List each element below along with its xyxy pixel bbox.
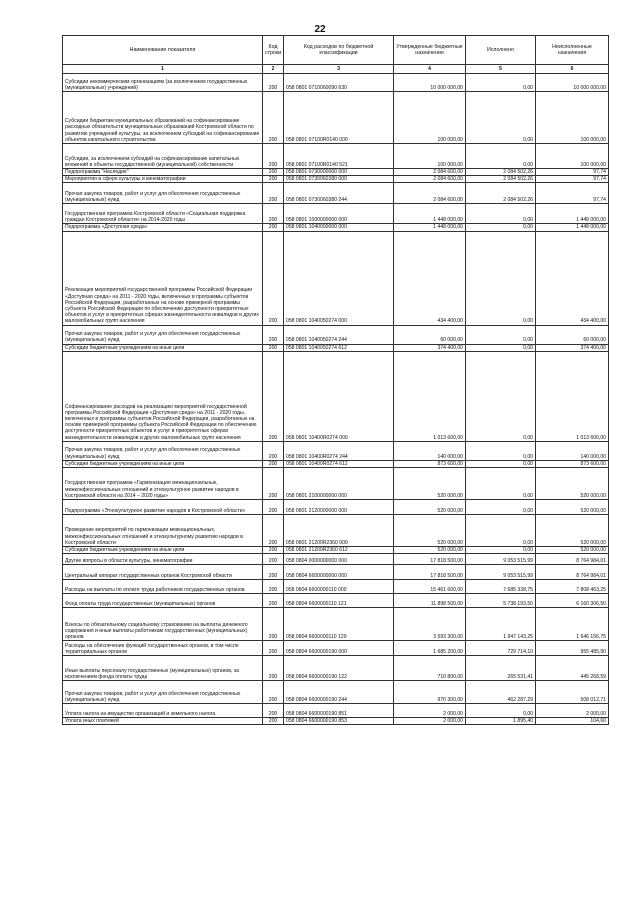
row-name: Реализация мероприятий государственной программы Российской Федерации «Доступная среда» на 2011 - 2020 годы, включенных в программы субъектов Российской Федерации, разработанных на основе примерной программы субъекта Российской Федерации по обеспечению доступности приоритетных объектов и услуг в приоритетных сферах жизнедеятельности инвалидов и других маломобильных групп населения — [63, 231, 263, 325]
row-approved-amount: 2 084 600,00 — [394, 183, 466, 204]
row-budget-code: 058 0801 1000000000 000 — [284, 204, 394, 224]
row-approved-amount: 1 685 200,00 — [394, 641, 466, 656]
row-name: Подпрограмма «Доступная среда» — [63, 224, 263, 231]
row-unexecuted-amount: 1 013 600,00 — [536, 351, 609, 441]
row-budget-code: 058 0804 6600000110 000 — [284, 580, 394, 594]
row-line-code: 200 — [263, 608, 284, 641]
row-line-code: 200 — [263, 500, 284, 515]
row-line-code: 200 — [263, 74, 284, 92]
table-row — [63, 325, 609, 344]
row-name: Субсидии бюджетам муниципальных образований на софинансирование расходных обязательств муниципальных образований Костромской области по развитию учреждений культуры, за исключением субсидий на софинансирование объектов капитального строительства — [63, 92, 263, 144]
row-line-code: 200 — [263, 204, 284, 224]
table-row — [63, 74, 609, 92]
row-approved-amount: 434 400,00 — [394, 231, 466, 325]
row-name: Субсидии, за исключением субсидий на софинансирование капитальных вложений в объекты государственной (муниципальной) собственности — [63, 144, 263, 169]
row-line-code: 200 — [263, 325, 284, 344]
row-name: Софинансирование расходов на реализацию мероприятий государственной программы Российской Федерации «Доступная среда» на 2011 - 2020 годы, включенных в программы субъектов Российской Федерации, разработанных на основе примерной программы субъекта Российской Федерации по обеспечению доступности приоритетных объектов и услуг в приоритетных сферах жизнедеятельности инвалидов и других маломобильных групп населения — [63, 351, 263, 441]
row-budget-code: 058 0801 1040050274 244 — [284, 325, 394, 344]
row-executed-amount: 729 714,10 — [466, 641, 536, 656]
row-line-code: 200 — [263, 681, 284, 704]
table-row — [63, 554, 609, 565]
row-approved-amount: 17 818 500,00 — [394, 565, 466, 580]
row-approved-amount: 520 000,00 — [394, 547, 466, 554]
column-number: 1 — [63, 65, 263, 74]
table-row — [63, 460, 609, 467]
row-name: Расходы на обеспечение функций государственных органов, в том числе территориальных органов — [63, 641, 263, 656]
row-executed-amount: 7 685 338,75 — [466, 580, 536, 594]
table-row — [63, 704, 609, 718]
row-unexecuted-amount: 520 000,00 — [536, 500, 609, 515]
row-name: Субсидии некоммерческим организациям (за исключением государственных (муниципальных) учреждений) — [63, 74, 263, 92]
row-executed-amount: 5 738 193,50 — [466, 594, 536, 608]
row-line-code: 200 — [263, 468, 284, 500]
row-line-code: 200 — [263, 580, 284, 594]
row-executed-amount: 0,00 — [466, 468, 536, 500]
row-budget-code: 058 0801 1040000000 000 — [284, 224, 394, 231]
row-approved-amount: 11 898 500,00 — [394, 594, 466, 608]
row-executed-amount: 2 084 502,26 — [466, 176, 536, 183]
table-row — [63, 169, 609, 176]
row-line-code: 200 — [263, 92, 284, 144]
row-name: Государственная программа «Гармонизация межнациональных, межконфессиональных отношений и этнокультурное развитие народов в Костромской области на 2014 – 2020 годы» — [63, 468, 263, 500]
row-name: Центральный аппарат государственных органов Костромской области — [63, 565, 263, 580]
header-name: Наименование показателя — [63, 36, 263, 65]
header-budget-code: Код расходов по бюджетной классификации — [284, 36, 394, 65]
row-line-code: 200 — [263, 656, 284, 681]
row-name: Проведение мероприятий по гармонизации межнациональных, межконфессиональных отношений и этнокультурному развитию народов в Костромской области — [63, 515, 263, 547]
row-unexecuted-amount: 100 000,00 — [536, 144, 609, 169]
row-approved-amount: 100 000,00 — [394, 144, 466, 169]
row-budget-code: 058 0801 21200R2360 000 — [284, 515, 394, 547]
row-approved-amount: 3 593 300,00 — [394, 608, 466, 641]
column-number: 3 — [284, 65, 394, 74]
table-row — [63, 344, 609, 351]
row-line-code: 200 — [263, 641, 284, 656]
row-approved-amount: 2 084 600,00 — [394, 176, 466, 183]
row-approved-amount: 17 818 500,00 — [394, 554, 466, 565]
row-name: Прочая закупка товаров, работ и услуг для обеспечения государственных (муниципальных) нужд — [63, 325, 263, 344]
header-unexecuted: Неисполненные назначения — [536, 36, 609, 65]
row-unexecuted-amount: 445 268,59 — [536, 656, 609, 681]
row-approved-amount: 2 084 600,00 — [394, 169, 466, 176]
row-unexecuted-amount: 520 000,00 — [536, 468, 609, 500]
page-number: 22 — [314, 24, 326, 35]
row-approved-amount: 1 013 600,00 — [394, 351, 466, 441]
row-executed-amount: 2 084 502,26 — [466, 169, 536, 176]
table-header-row — [63, 36, 609, 65]
row-executed-amount: 9 053 515,99 — [466, 554, 536, 565]
table-row — [63, 718, 609, 725]
row-budget-code: 058 0804 0000000000 000 — [284, 554, 394, 565]
table-row — [63, 183, 609, 204]
row-executed-amount: 0,00 — [466, 325, 536, 344]
row-budget-code: 058 0801 2120000000 000 — [284, 500, 394, 515]
row-budget-code: 058 0804 6600000110 121 — [284, 594, 394, 608]
row-executed-amount: 462 287,29 — [466, 681, 536, 704]
row-budget-code: 058 0804 6600000190 244 — [284, 681, 394, 704]
row-approved-amount: 15 461 600,00 — [394, 580, 466, 594]
table-row — [63, 351, 609, 441]
row-unexecuted-amount: 8 764 984,01 — [536, 554, 609, 565]
row-line-code: 200 — [263, 441, 284, 460]
row-budget-code: 058 0801 2100000000 000 — [284, 468, 394, 500]
row-name: Мероприятия в сфере культуры и кинематографии — [63, 176, 263, 183]
row-budget-code: 058 0801 10400R0274 244 — [284, 441, 394, 460]
row-executed-amount: 0,00 — [466, 224, 536, 231]
table-row — [63, 176, 609, 183]
row-name: Субсидии бюджетным учреждениям на иные цели — [63, 344, 263, 351]
row-executed-amount: 0,00 — [466, 515, 536, 547]
row-executed-amount: 0,00 — [466, 144, 536, 169]
row-unexecuted-amount: 2 000,00 — [536, 704, 609, 718]
row-budget-code: 058 0801 07100R0140 521 — [284, 144, 394, 169]
row-budget-code: 058 0801 07100R0140 000 — [284, 92, 394, 144]
row-unexecuted-amount: 97,74 — [536, 169, 609, 176]
table-row — [63, 580, 609, 594]
row-executed-amount: 0,00 — [466, 344, 536, 351]
table-row — [63, 641, 609, 656]
row-executed-amount: 0,00 — [466, 460, 536, 467]
row-line-code: 200 — [263, 144, 284, 169]
row-line-code: 200 — [263, 176, 284, 183]
row-name: Субсидии бюджетным учреждениям на иные цели — [63, 547, 263, 554]
row-name: Подпрограмма «Этнокультурное развитие народов в Костромской области» — [63, 500, 263, 515]
header-line-code: Код строки — [263, 36, 284, 65]
table-row — [63, 500, 609, 515]
row-unexecuted-amount: 104,60 — [536, 718, 609, 725]
row-unexecuted-amount: 508 012,71 — [536, 681, 609, 704]
row-approved-amount: 1 448 000,00 — [394, 204, 466, 224]
row-unexecuted-amount: 10 000 000,00 — [536, 74, 609, 92]
row-unexecuted-amount: 1 448 000,00 — [536, 204, 609, 224]
row-executed-amount: 265 531,41 — [466, 656, 536, 681]
row-line-code: 200 — [263, 594, 284, 608]
row-line-code: 200 — [263, 169, 284, 176]
row-executed-amount: 0,00 — [466, 441, 536, 460]
row-name: Подпрограмма "Наследие" — [63, 169, 263, 176]
row-name: Фонд оплаты труда государственных (муниципальных) органов — [63, 594, 263, 608]
row-name: Прочая закупка товаров, работ и услуг для обеспечения государственных (муниципальных) нужд — [63, 183, 263, 204]
row-unexecuted-amount: 434 400,00 — [536, 231, 609, 325]
row-approved-amount: 1 448 000,00 — [394, 224, 466, 231]
row-executed-amount: 1 895,40 — [466, 718, 536, 725]
table-row — [63, 656, 609, 681]
row-line-code: 200 — [263, 183, 284, 204]
row-executed-amount: 0,00 — [466, 92, 536, 144]
row-approved-amount: 374 400,00 — [394, 344, 466, 351]
column-number: 2 — [263, 65, 284, 74]
row-line-code: 200 — [263, 231, 284, 325]
row-unexecuted-amount: 97,74 — [536, 183, 609, 204]
row-approved-amount: 710 800,00 — [394, 656, 466, 681]
table-row — [63, 204, 609, 224]
table-row — [63, 441, 609, 460]
row-budget-code: 058 0801 0710060090 630 — [284, 74, 394, 92]
row-approved-amount: 100 000,00 — [394, 92, 466, 144]
row-executed-amount: 0,00 — [466, 500, 536, 515]
row-unexecuted-amount: 873 600,00 — [536, 460, 609, 467]
row-line-code: 200 — [263, 460, 284, 467]
row-unexecuted-amount: 374 400,00 — [536, 344, 609, 351]
row-executed-amount: 9 053 515,99 — [466, 565, 536, 580]
row-unexecuted-amount: 955 485,90 — [536, 641, 609, 656]
row-approved-amount: 140 000,00 — [394, 441, 466, 460]
table-row — [63, 224, 609, 231]
row-budget-code: 058 0801 0730060380 000 — [284, 176, 394, 183]
row-budget-code: 058 0804 6600000190 853 — [284, 718, 394, 725]
table-row — [63, 565, 609, 580]
row-line-code: 200 — [263, 344, 284, 351]
table-row — [63, 608, 609, 641]
table-row — [63, 515, 609, 547]
row-executed-amount: 1 947 143,25 — [466, 608, 536, 641]
budget-execution-table — [62, 35, 609, 725]
row-name: Иные выплаты персоналу государственных (муниципальных) органов, за исключением фонда оплаты труда — [63, 656, 263, 681]
row-approved-amount: 970 300,00 — [394, 681, 466, 704]
column-number: 4 — [394, 65, 466, 74]
row-budget-code: 058 0801 21200R2360 612 — [284, 547, 394, 554]
table-row — [63, 594, 609, 608]
row-executed-amount: 0,00 — [466, 704, 536, 718]
row-approved-amount: 2 000,00 — [394, 704, 466, 718]
row-name: Субсидии бюджетным учреждениям на иные цели — [63, 460, 263, 467]
row-name: Прочая закупка товаров, работ и услуг для обеспечения государственных (муниципальных) нужд — [63, 441, 263, 460]
row-unexecuted-amount: 6 160 306,50 — [536, 594, 609, 608]
row-budget-code: 058 0801 0730060380 244 — [284, 183, 394, 204]
row-unexecuted-amount: 8 764 984,01 — [536, 565, 609, 580]
row-line-code: 200 — [263, 554, 284, 565]
row-budget-code: 058 0804 6600000190 851 — [284, 704, 394, 718]
row-line-code: 200 — [263, 351, 284, 441]
table-body — [63, 74, 609, 725]
table-row — [63, 144, 609, 169]
row-name: Государственная программа Костромской области «Социальная поддержка граждан Костромской области» на 2014-2020 годы — [63, 204, 263, 224]
row-name: Уплата налога на имущество организаций и земельного налога — [63, 704, 263, 718]
row-name: Прочая закупка товаров, работ и услуг для обеспечения государственных (муниципальных) нужд — [63, 681, 263, 704]
row-unexecuted-amount: 1 448 000,00 — [536, 224, 609, 231]
row-unexecuted-amount: 520 000,00 — [536, 547, 609, 554]
row-approved-amount: 520 000,00 — [394, 500, 466, 515]
row-budget-code: 058 0801 1040050274 612 — [284, 344, 394, 351]
table-row — [63, 681, 609, 704]
row-approved-amount: 60 000,00 — [394, 325, 466, 344]
row-name: Другие вопросы в области культуры, кинематографии — [63, 554, 263, 565]
row-budget-code: 058 0804 6600000110 129 — [284, 608, 394, 641]
table-row — [63, 468, 609, 500]
row-budget-code: 058 0801 0730000000 000 — [284, 169, 394, 176]
row-approved-amount: 2 000,00 — [394, 718, 466, 725]
row-line-code: 200 — [263, 718, 284, 725]
row-unexecuted-amount: 140 000,00 — [536, 441, 609, 460]
header-executed: Исполнено — [466, 36, 536, 65]
column-number-row — [63, 65, 609, 74]
row-unexecuted-amount: 520 000,00 — [536, 515, 609, 547]
row-approved-amount: 520 000,00 — [394, 468, 466, 500]
row-approved-amount: 10 000 000,00 — [394, 74, 466, 92]
table-row — [63, 231, 609, 325]
column-number: 5 — [466, 65, 536, 74]
row-unexecuted-amount: 7 808 463,25 — [536, 580, 609, 594]
row-budget-code: 058 0801 10400R0274 000 — [284, 351, 394, 441]
row-line-code: 200 — [263, 565, 284, 580]
row-executed-amount: 0,00 — [466, 74, 536, 92]
row-unexecuted-amount: 100 000,00 — [536, 92, 609, 144]
row-name: Расходы на выплаты по оплате труда работников государственных органов — [63, 580, 263, 594]
row-executed-amount: 0,00 — [466, 351, 536, 441]
row-executed-amount: 0,00 — [466, 547, 536, 554]
column-number: 6 — [536, 65, 609, 74]
row-name: Уплата иных платежей — [63, 718, 263, 725]
row-line-code: 200 — [263, 515, 284, 547]
row-budget-code: 058 0804 6600000000 000 — [284, 565, 394, 580]
row-line-code: 200 — [263, 704, 284, 718]
row-name: Взносы по обязательному социальному страхованию на выплаты денежного содержания и иные выплаты работникам государственных (муниципальных) органов — [63, 608, 263, 641]
row-line-code: 200 — [263, 224, 284, 231]
row-budget-code: 058 0801 1040050274 000 — [284, 231, 394, 325]
row-approved-amount: 873 600,00 — [394, 460, 466, 467]
row-budget-code: 058 0804 6600000190 122 — [284, 656, 394, 681]
row-executed-amount: 0,00 — [466, 231, 536, 325]
row-executed-amount: 2 084 502,26 — [466, 183, 536, 204]
row-unexecuted-amount: 1 646 156,75 — [536, 608, 609, 641]
row-budget-code: 058 0801 10400R0274 612 — [284, 460, 394, 467]
table-row — [63, 92, 609, 144]
header-approved: Утвержденные бюджетные назначения — [394, 36, 466, 65]
row-line-code: 200 — [263, 547, 284, 554]
table-row — [63, 547, 609, 554]
row-executed-amount: 0,00 — [466, 204, 536, 224]
row-unexecuted-amount: 60 000,00 — [536, 325, 609, 344]
row-unexecuted-amount: 97,74 — [536, 176, 609, 183]
row-approved-amount: 520 000,00 — [394, 515, 466, 547]
row-budget-code: 058 0804 6600000190 000 — [284, 641, 394, 656]
